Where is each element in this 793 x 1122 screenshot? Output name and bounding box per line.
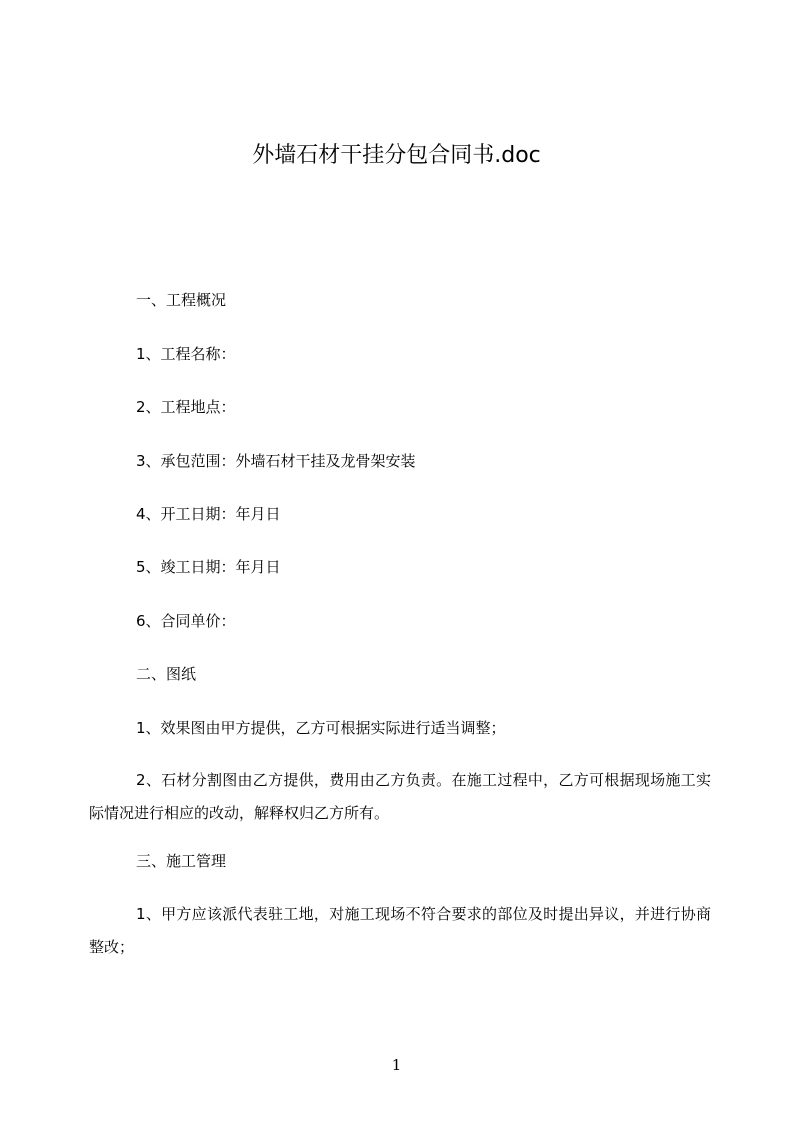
paragraph-project-name: 1、工程名称：	[136, 345, 236, 363]
section-heading-project-overview: 一、工程概况	[136, 291, 227, 309]
paragraph-effect-drawing: 1、效果图由甲方提供，乙方可根据实际进行适当调整；	[136, 719, 506, 737]
section-heading-drawings: 二、图纸	[136, 665, 197, 683]
paragraph-stone-layout-drawing: 2、石材分割图由乙方提供，费用由乙方负责。在施工过程中，乙方可根据现场施工实际情况进行相应的改动，解释权归乙方所有。	[89, 771, 711, 822]
paragraph-completion-date: 5、竣工日期：年月日	[136, 558, 281, 576]
paragraph-contract-scope: 3、承包范围：外墙石材干挂及龙骨架安装	[136, 452, 416, 470]
page-number: 1	[391, 1056, 402, 1074]
paragraph-start-date: 4、开工日期：年月日	[136, 505, 281, 523]
paragraph-unit-price: 6、合同单价：	[136, 612, 236, 630]
paragraph-site-representative: 1、甲方应该派代表驻工地，对施工现场不符合要求的部位及时提出异议，并进行协商整改；	[89, 905, 711, 956]
paragraph-project-location: 2、工程地点：	[136, 398, 236, 416]
document-title: 外墙石材干挂分包合同书.doc	[252, 143, 541, 168]
section-heading-construction-management: 三、施工管理	[136, 852, 227, 870]
